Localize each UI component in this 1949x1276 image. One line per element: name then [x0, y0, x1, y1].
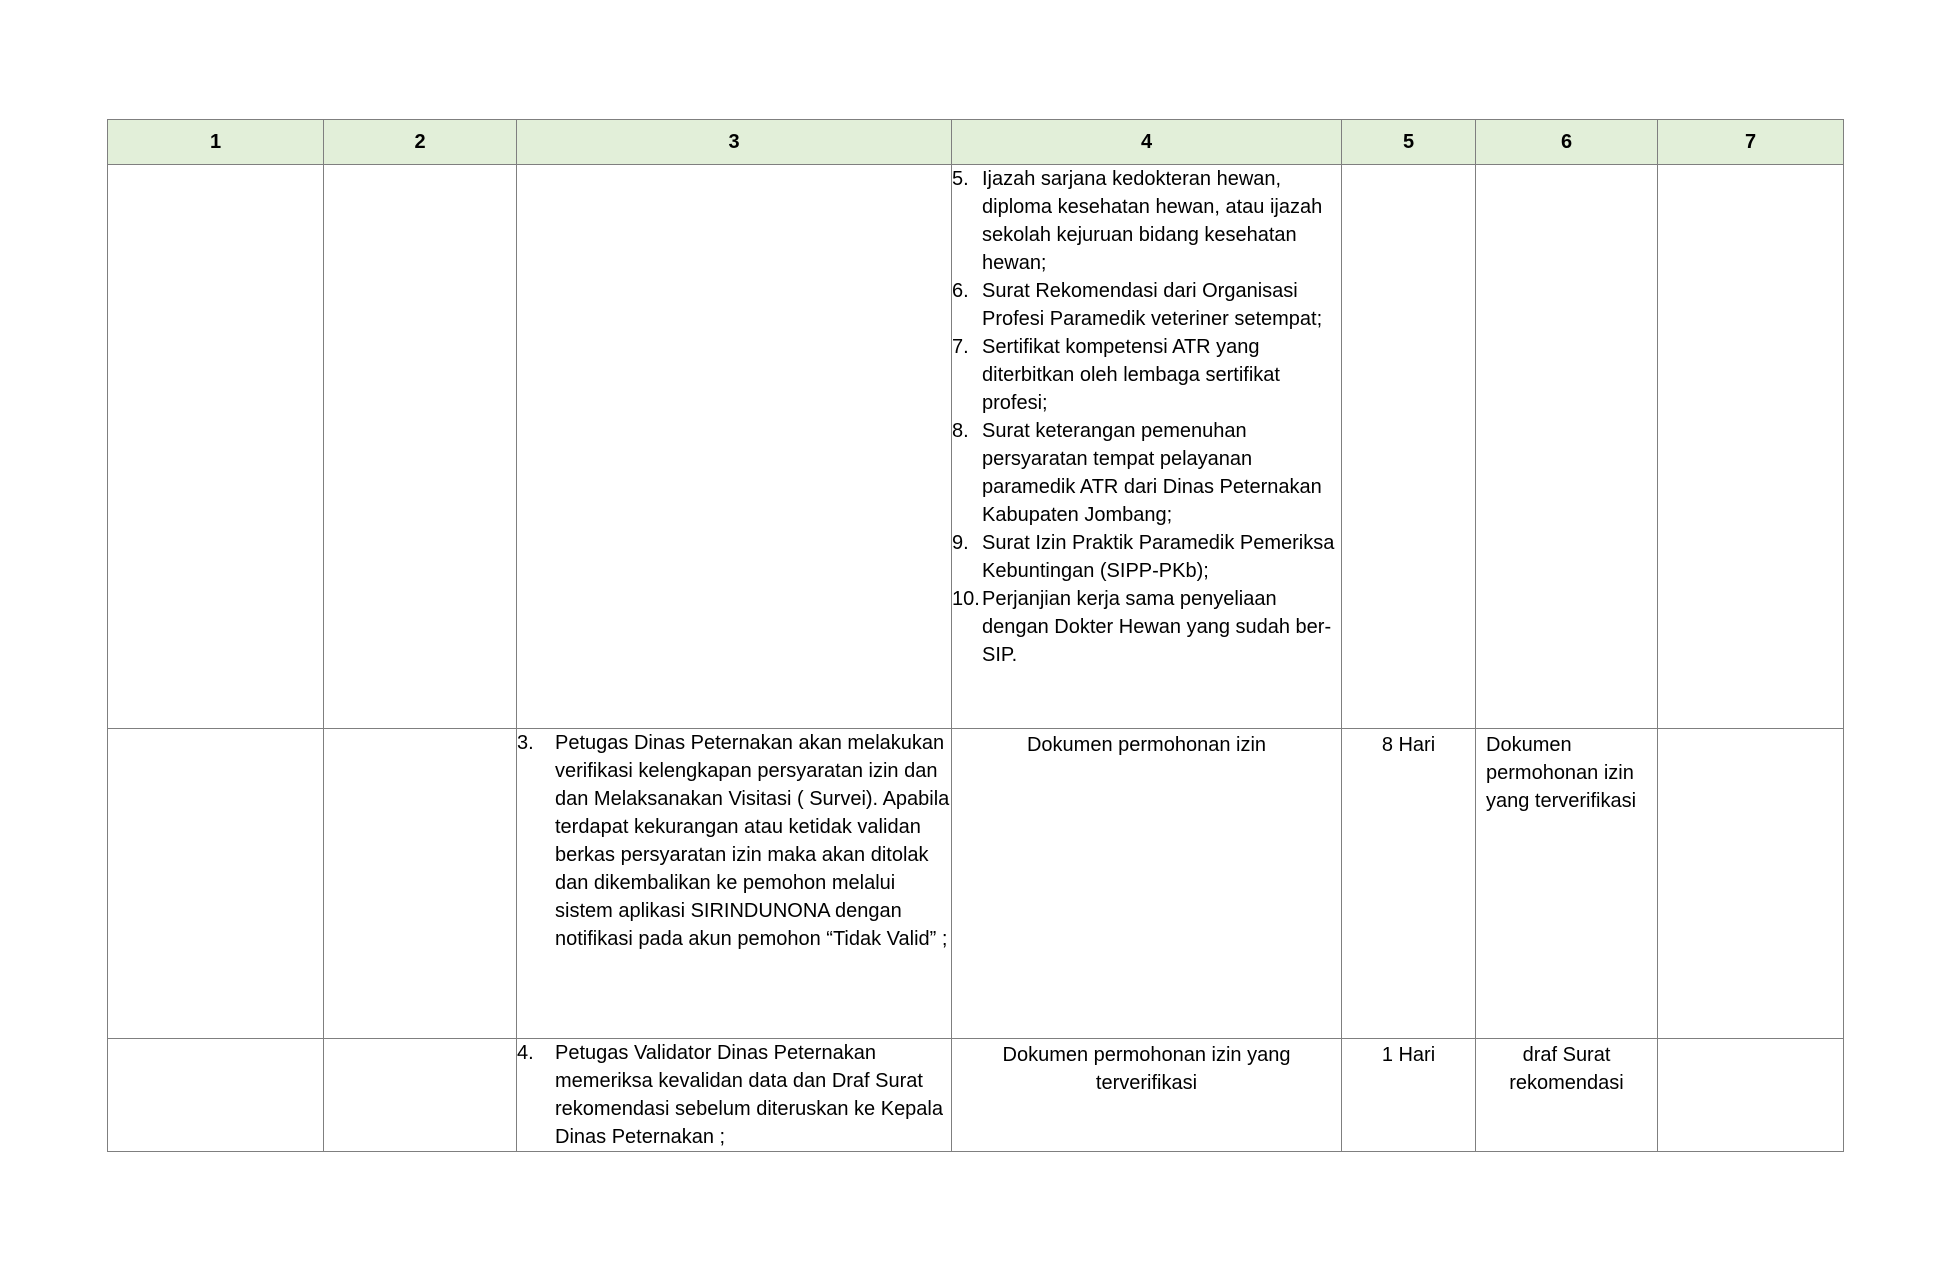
- table-row: [108, 1039, 1844, 1152]
- header-col-4: 4: [952, 120, 1342, 165]
- row1-col1: [108, 165, 324, 729]
- list-item-text: Sertifikat kompetensi ATR yang diterbitkan oleh lembaga sertifikat profesi;: [982, 336, 1280, 414]
- row3-col6: [1476, 1039, 1658, 1152]
- list-item-text: Ijazah sarjana kedokteran hewan, diploma kesehatan hewan, atau ijazah sekolah kejuruan bidang kesehatan hewan;: [982, 168, 1323, 274]
- list-item-number: 8.: [952, 420, 969, 442]
- header-col-2: 2: [324, 120, 517, 165]
- list-item: [517, 1039, 951, 1151]
- row3-col2: [324, 1039, 517, 1152]
- list-item-number: 9.: [952, 532, 969, 554]
- procedure-table: [107, 119, 1844, 1152]
- list-item-text: Perjanjian kerja sama penyeliaan dengan Dokter Hewan yang sudah ber-SIP.: [982, 588, 1332, 666]
- row3-col5: [1342, 1039, 1476, 1152]
- row2-col7: [1658, 729, 1844, 1039]
- row1-col5: [1342, 165, 1476, 729]
- output-document: draf Surat rekomendasi: [1509, 1044, 1624, 1094]
- step-number: 3.: [517, 732, 534, 754]
- row2-col1: [108, 729, 324, 1039]
- requirements-list: [952, 165, 1341, 669]
- list-item: [952, 277, 1341, 333]
- list-item: [952, 529, 1341, 585]
- row3-col3: [517, 1039, 952, 1152]
- table-row: [108, 729, 1844, 1039]
- list-item: [952, 165, 1341, 277]
- header-col-7: 7: [1658, 120, 1844, 165]
- list-item-text: Surat Rekomendasi dari Organisasi Profesi Paramedik veteriner setempat;: [982, 280, 1323, 330]
- row2-col6: [1476, 729, 1658, 1039]
- list-item-text: Surat keterangan pemenuhan persyaratan tempat pelayanan paramedik ATR dari Dinas Peternakan Kabupaten Jombang;: [982, 420, 1322, 526]
- list-item: [952, 417, 1341, 529]
- duration-value: 8 Hari: [1381, 734, 1436, 756]
- header-row: [108, 120, 1844, 165]
- list-item-number: 6.: [952, 280, 969, 302]
- header-col-3: 3: [517, 120, 952, 165]
- step-text: Petugas Dinas Peternakan akan melakukan verifikasi kelengkapan persyaratan izin dan dan Melaksanakan Visitasi ( Survei). Apabila terdapat kekurangan atau ketidak validan berkas persyaratan izin maka akan ditolak dan dikembalikan ke pemohon melalui sistem aplikasi SIRINDUNONA dengan notifikasi pada akun pemohon “Tidak Valid” ;: [555, 732, 950, 950]
- row2-col5: [1342, 729, 1476, 1039]
- header-col-1: 1: [108, 120, 324, 165]
- list-item-number: 7.: [952, 336, 969, 358]
- list-item-text: Surat Izin Praktik Paramedik Pemeriksa Kebuntingan (SIPP-PKb);: [982, 532, 1335, 582]
- step-text: Petugas Validator Dinas Peternakan memeriksa kevalidan data dan Draf Surat rekomendasi sebelum diteruskan ke Kepala Dinas Peternakan ;: [555, 1042, 943, 1148]
- row1-col3: [517, 165, 952, 729]
- list-item-number: 10.: [952, 588, 980, 610]
- header-col-6: 6: [1476, 120, 1658, 165]
- step-number: 4.: [517, 1042, 534, 1064]
- row2-col4: [952, 729, 1342, 1039]
- quality-standard-document: Dokumen permohonan izin yang terverifikasi: [1002, 1044, 1291, 1094]
- row3-col1: [108, 1039, 324, 1152]
- table-row: [108, 165, 1844, 729]
- step-list: [517, 729, 951, 953]
- row3-col7: [1658, 1039, 1844, 1152]
- row3-col4: [952, 1039, 1342, 1152]
- row2-col3: [517, 729, 952, 1039]
- row1-col7: [1658, 165, 1844, 729]
- duration-value: 1 Hari: [1381, 1044, 1436, 1066]
- step-list: [517, 1039, 951, 1151]
- row1-col4: [952, 165, 1342, 729]
- row1-col2: [324, 165, 517, 729]
- output-document: Dokumen permohonan izin yang terverifikasi: [1486, 734, 1637, 812]
- list-item: [952, 585, 1341, 669]
- row2-col2: [324, 729, 517, 1039]
- list-item-number: 5.: [952, 168, 969, 190]
- quality-standard-document: Dokumen permohonan izin: [1026, 734, 1267, 756]
- list-item: [517, 729, 951, 953]
- row1-col6: [1476, 165, 1658, 729]
- header-col-5: 5: [1342, 120, 1476, 165]
- list-item: [952, 333, 1341, 417]
